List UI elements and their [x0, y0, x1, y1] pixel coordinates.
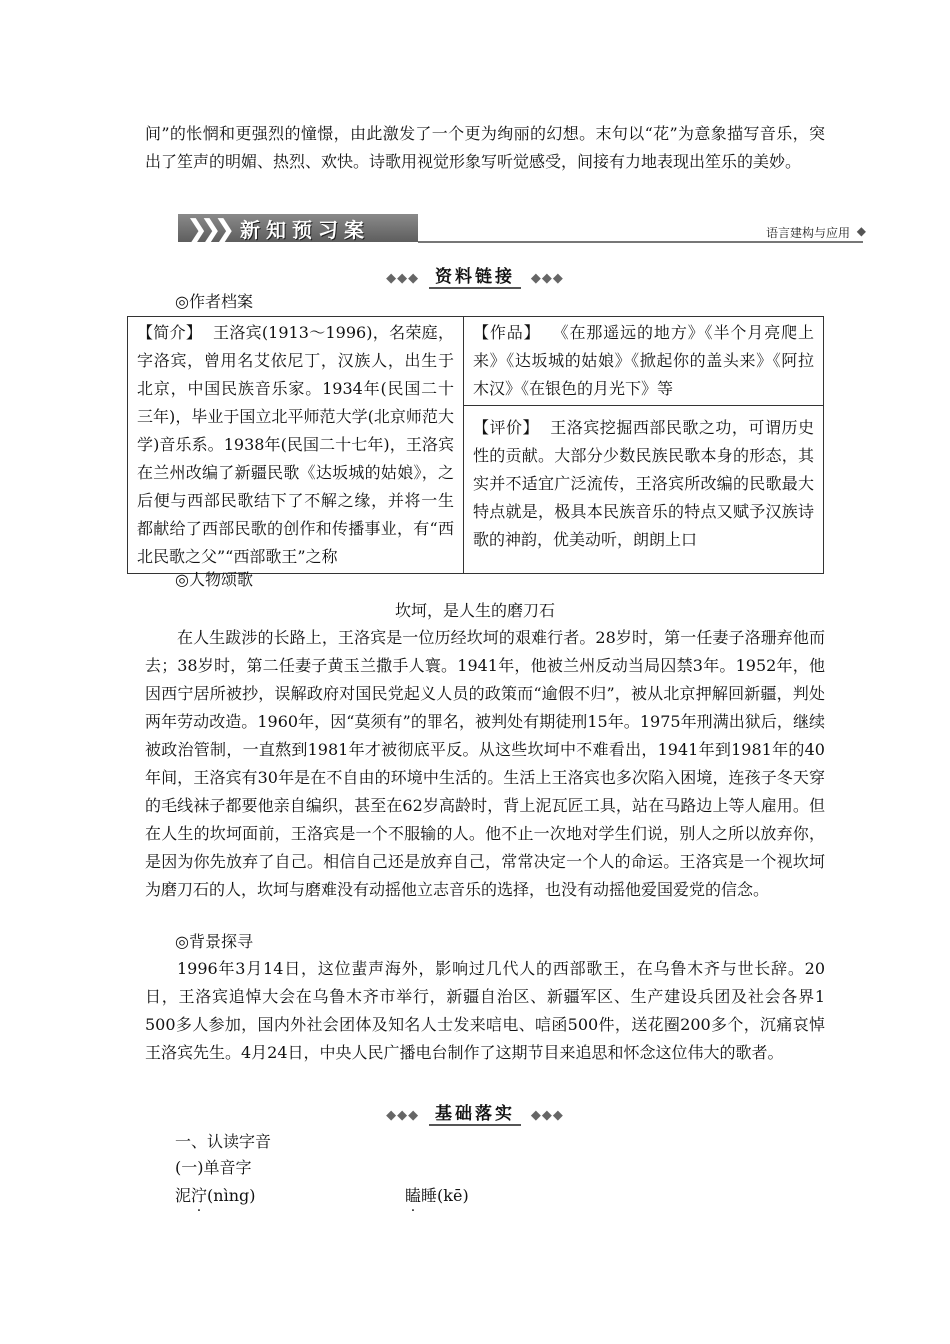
- diamond-deco-icon: ◆◆◆: [386, 271, 420, 286]
- author-heading: ◎作者档案: [175, 292, 253, 311]
- banner-right-label: 语言建构与应用: [765, 226, 850, 240]
- pinyin-reading: (nìng): [207, 1186, 256, 1205]
- chevron-right-icon: ❯❯❯: [186, 215, 228, 245]
- background-heading: ◎背景探寻: [175, 932, 253, 951]
- pinyin-char-dotted: 瞌: [405, 1186, 422, 1205]
- background-paragraph: 1996年3月14日，这位蜚声海外，影响过几代人的西部歌王，在乌鲁木齐与世长辞。20日，王洛宾追悼大会在乌鲁木齐市举行，新疆自治区、新疆军区、生产建设兵团及社会各界1 500多人参加，国内外社会团体及知名人士发来唁电、唁函500件，送花圈200多个，沉痛哀悼王洛宾先生。4月24日，中央人民广播电台制作了这期节目来追思和怀念这位伟大的歌者。: [145, 959, 825, 1062]
- banner-bar: [178, 214, 418, 245]
- works-cell: [464, 317, 824, 406]
- section-label: 资料链接: [429, 262, 521, 289]
- pinyin-char: 睡: [421, 1186, 438, 1205]
- review-cell: [464, 406, 824, 574]
- person-title: 坎坷，是人生的磨刀石: [394, 601, 555, 620]
- review-text: 王洛宾挖掘西部民歌之功，可谓历史性的贡献。大部分少数民族民歌本身的形态，其实并不适宜广泛流传，王洛宾所改编的民歌最大特点就是，极具本民族音乐的特点又赋予汉族诗歌的神韵，优美动听，朗朗上口: [473, 418, 814, 549]
- section-label: 基础落实: [429, 1099, 521, 1126]
- pinyin-char: 泥: [175, 1186, 192, 1205]
- banner-title: 新知预习案: [240, 218, 370, 242]
- part1-subheading: (一)单音字: [175, 1158, 252, 1177]
- section-heading-basics: [0, 1099, 950, 1126]
- diamond-icon: ◆: [856, 224, 866, 238]
- intro-text: 王洛宾(1913～1996)，名荣庭，字洛宾，曾用名艾依尼丁，汉族人，出生于北京，中国民族音乐家。1934年(民国二十三年)，毕业于国立北平师范大学(北京师范大学)音乐系。1938年(民国二十七年)，王洛宾在兰州改编了新疆民歌《达坂城的姑娘》，之后便与西部民歌结下了不解之缘，并将一生都献给了西部民歌的创作和传播事业，有“西北民歌之父”“西部歌王”之称: [137, 323, 454, 566]
- part1-heading: 一、认读字音: [175, 1132, 272, 1151]
- person-paragraph: 在人生跋涉的长路上，王洛宾是一位历经坎坷的艰难行者。28岁时，第一任妻子洛珊弃他而去；38岁时，第二任妻子黄玉兰撒手人寰。1941年，他被兰州反动当局囚禁3年。1952年，他因西宁居所被抄，误解政府对国民党起义人员的政策而“逾假不归”，被从北京押解回新疆，判处两年劳动改造。1960年，因“莫须有”的罪名，被判处有期徒刑15年。1975年刑满出狱后，继续被政治管制，一直熬到1981年才被彻底平反。从这些坎坷中不难看出，1941年到1981年的40年间，王洛宾有30年是在不自由的环境中生活的。生活上王洛宾也多次陷入困境，连孩子冬天穿的毛线袜子都要他亲自编织，甚至在62岁高龄时，背上泥瓦匠工具，站在马路边上等人雇用。但在人生的坎坷面前，王洛宾是一个不服输的人。他不止一次地对学生们说，别人之所以放弃你，是因为你先放弃了自己。相信自己还是放弃自己，常常决定一个人的命运。王洛宾是一个视坎坷为磨刀石的人，坎坷与磨难没有动摇他立志音乐的选择，也没有动摇他爱国爱党的信念。: [145, 628, 825, 899]
- works-text: 《在那遥远的地方》《半个月亮爬上来》《达坂城的姑娘》《掀起你的盖头来》《阿拉木汉》《在银色的月光下》等: [473, 323, 814, 398]
- pinyin-char-dotted: 泞: [191, 1186, 208, 1205]
- review-label: 【评价】: [473, 418, 540, 437]
- pinyin-item: [175, 1183, 255, 1206]
- section-banner: [178, 212, 868, 246]
- diamond-deco-icon: ◆◆◆: [386, 1108, 420, 1123]
- intro-label: 【简介】: [137, 323, 203, 342]
- diamond-deco-icon: ◆◆◆: [530, 271, 564, 286]
- section-heading-materials: [0, 262, 950, 289]
- pinyin-reading: (kē): [437, 1186, 469, 1205]
- person-heading: ◎人物颂歌: [175, 570, 253, 589]
- intro-paragraph: 间”的怅惘和更强烈的憧憬，由此激发了一个更为绚丽的幻想。末句以“花”为意象描写音乐，突出了笙声的明媚、热烈、欢快。诗歌用视觉形象写听觉感受，间接有力地表现出笙乐的美妙。: [145, 124, 825, 171]
- intro-cell: [128, 317, 464, 574]
- works-label: 【作品】: [473, 323, 541, 342]
- diamond-deco-icon: ◆◆◆: [530, 1108, 564, 1123]
- pinyin-item: [405, 1183, 469, 1206]
- banner-divider: [418, 241, 863, 243]
- author-info-table: [127, 316, 824, 574]
